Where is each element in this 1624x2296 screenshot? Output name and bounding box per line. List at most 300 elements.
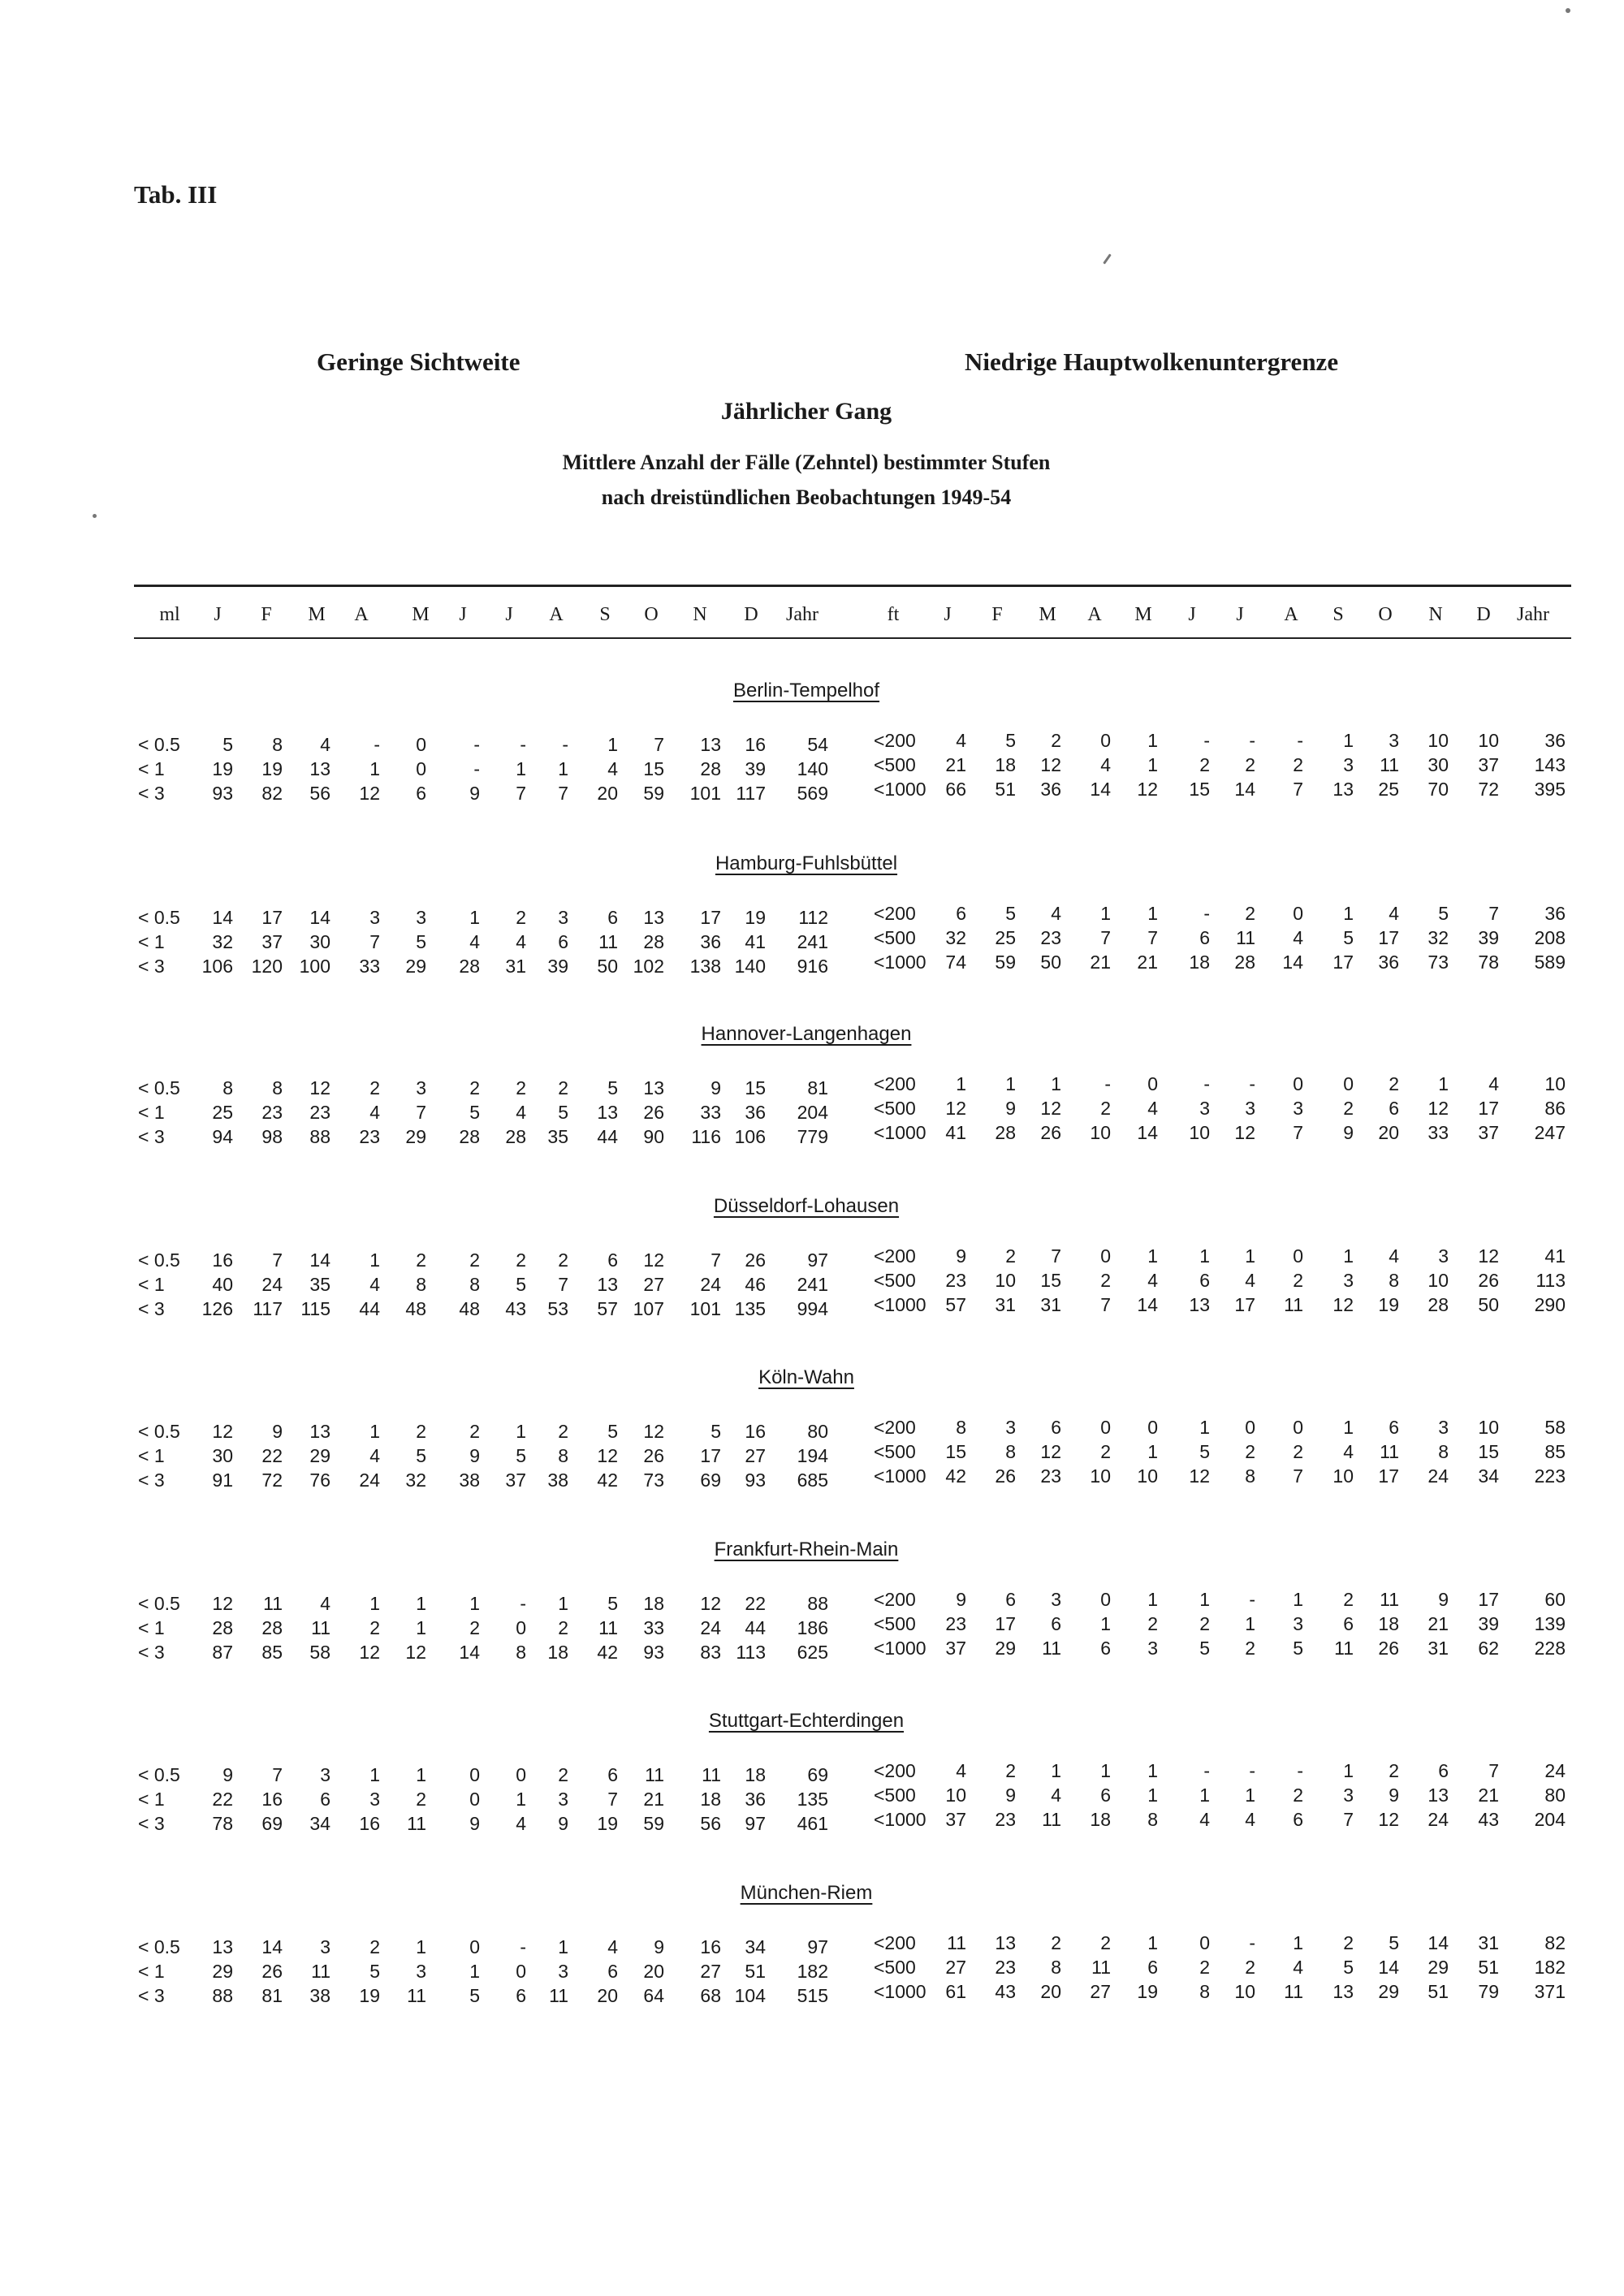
visibility-cell: 6 xyxy=(607,1961,618,1982)
visibility-cell: 24 xyxy=(700,1617,721,1638)
cloud-base-cell: 4 xyxy=(1245,1270,1255,1291)
visibility-cell: 5 xyxy=(607,1421,618,1442)
visibility-cell: 9 xyxy=(469,1813,480,1834)
visibility-cell: 120 xyxy=(251,956,283,977)
cloud-base-cell: 26 xyxy=(1040,1122,1061,1143)
column-header-right: J xyxy=(1236,604,1244,625)
cloud-base-cell: 15 xyxy=(945,1441,966,1462)
cloud-base-cell: 8 xyxy=(1389,1270,1399,1291)
visibility-cell: 88 xyxy=(212,1985,233,2006)
cloud-base-cell: - xyxy=(1203,903,1210,924)
column-header-left: Jahr xyxy=(786,604,818,625)
visibility-cell: 3 xyxy=(416,1077,426,1098)
cloud-base-cell: 0 xyxy=(1147,1417,1158,1438)
visibility-cell: 19 xyxy=(261,758,283,779)
cloud-base-cell: 12 xyxy=(1040,754,1061,775)
cloud-base-cell: 7 xyxy=(1488,903,1499,924)
visibility-cell: 33 xyxy=(643,1617,664,1638)
cloud-base-cell: 5 xyxy=(1199,1441,1210,1462)
cloud-base-threshold-label: <1000 xyxy=(874,1122,926,1143)
visibility-cell: 7 xyxy=(272,1249,283,1271)
visibility-cell: 13 xyxy=(700,734,721,755)
visibility-threshold-label: < 1 xyxy=(138,1102,165,1123)
visibility-cell: 140 xyxy=(797,758,828,779)
cloud-base-cell: 4 xyxy=(1100,754,1111,775)
cloud-base-cell: 4 xyxy=(1245,1809,1255,1830)
visibility-cell: 13 xyxy=(212,1936,233,1957)
cloud-base-cell: 12 xyxy=(1427,1098,1449,1119)
visibility-cell: 37 xyxy=(505,1470,526,1491)
column-header-right: A xyxy=(1284,604,1298,625)
station-name xyxy=(0,1195,1613,1218)
cloud-base-cell: 1 xyxy=(1199,1589,1210,1610)
visibility-cell: 85 xyxy=(261,1642,283,1663)
visibility-cell: 39 xyxy=(745,758,766,779)
visibility-cell: 5 xyxy=(469,1985,480,2006)
visibility-threshold-label: < 1 xyxy=(138,931,165,952)
visibility-cell: 28 xyxy=(643,931,664,952)
visibility-cell: 14 xyxy=(309,1249,330,1271)
cloud-base-cell: 58 xyxy=(1544,1417,1566,1438)
cloud-base-threshold-label: <200 xyxy=(874,1417,916,1438)
visibility-cell: 2 xyxy=(469,1421,480,1442)
cloud-base-cell: 24 xyxy=(1544,1760,1566,1781)
visibility-cell: 0 xyxy=(469,1936,480,1957)
table-top-rule xyxy=(134,585,1571,587)
cloud-base-cell: 2 xyxy=(1389,1760,1399,1781)
cloud-base-cell: 5 xyxy=(1343,1957,1354,1978)
table-header-rule xyxy=(134,637,1571,639)
visibility-cell: 107 xyxy=(633,1298,664,1319)
cloud-base-cell: 2 xyxy=(1245,1957,1255,1978)
visibility-cell: 1 xyxy=(516,1789,526,1810)
visibility-cell: 14 xyxy=(212,907,233,928)
visibility-cell: 117 xyxy=(253,1298,283,1319)
cloud-base-cell: 29 xyxy=(1378,1981,1399,2002)
visibility-cell: 461 xyxy=(797,1813,828,1834)
visibility-cell: 90 xyxy=(643,1126,664,1147)
cloud-base-cell: 11 xyxy=(1334,1638,1354,1659)
column-header-left: J xyxy=(505,604,513,625)
visibility-cell: 186 xyxy=(797,1617,828,1638)
visibility-cell: 7 xyxy=(516,783,526,804)
visibility-cell: 0 xyxy=(416,734,426,755)
cloud-base-cell: 5 xyxy=(1005,730,1016,751)
cloud-base-cell: 24 xyxy=(1427,1465,1449,1487)
cloud-base-cell: 9 xyxy=(956,1245,966,1267)
visibility-cell: 4 xyxy=(369,1445,380,1466)
cloud-base-cell: 1 xyxy=(1147,1760,1158,1781)
cloud-base-cell: 3 xyxy=(1343,1785,1354,1806)
visibility-cell: 41 xyxy=(745,931,766,952)
column-header-right: F xyxy=(991,604,1003,625)
cloud-base-cell: 0 xyxy=(1293,1245,1303,1267)
visibility-cell: 14 xyxy=(261,1936,283,1957)
cloud-base-cell: - xyxy=(1249,1932,1255,1953)
station-name-text: Berlin-Tempelhof xyxy=(732,680,880,701)
visibility-cell: 15 xyxy=(745,1077,766,1098)
visibility-cell: 38 xyxy=(309,1985,330,2006)
cloud-base-cell: 1 xyxy=(1147,1785,1158,1806)
cloud-base-cell: 41 xyxy=(945,1122,966,1143)
visibility-cell: - xyxy=(473,734,480,755)
visibility-cell: 5 xyxy=(416,931,426,952)
cloud-base-cell: 6 xyxy=(1199,1270,1210,1291)
cloud-base-cell: 2 xyxy=(1293,1441,1303,1462)
cloud-base-cell: 2 xyxy=(1051,1932,1061,1953)
column-header-right: ft xyxy=(887,604,900,625)
cloud-base-cell: 208 xyxy=(1534,927,1566,948)
visibility-cell: 11 xyxy=(311,1961,330,1982)
cloud-base-cell: 7 xyxy=(1147,927,1158,948)
cloud-base-cell: 247 xyxy=(1534,1122,1566,1143)
cloud-base-cell: - xyxy=(1203,1073,1210,1094)
cloud-base-cell: 11 xyxy=(1380,754,1399,775)
cloud-base-cell: 28 xyxy=(1427,1294,1449,1315)
visibility-threshold-label: < 3 xyxy=(138,1985,165,2006)
visibility-cell: 28 xyxy=(700,758,721,779)
visibility-cell: 5 xyxy=(558,1102,568,1123)
heading-center: Jährlicher Gang xyxy=(720,398,892,425)
cloud-base-cell: 1 xyxy=(1343,1417,1354,1438)
visibility-cell: 1 xyxy=(416,1936,426,1957)
visibility-threshold-label: < 0.5 xyxy=(138,734,180,755)
cloud-base-cell: 9 xyxy=(1438,1589,1449,1610)
visibility-cell: 4 xyxy=(516,1813,526,1834)
visibility-cell: 40 xyxy=(212,1274,233,1295)
cloud-base-cell: 371 xyxy=(1534,1981,1566,2002)
cloud-base-cell: 2 xyxy=(1199,754,1210,775)
cloud-base-cell: 2 xyxy=(1245,1638,1255,1659)
visibility-threshold-label: < 3 xyxy=(138,1126,165,1147)
visibility-cell: 0 xyxy=(416,758,426,779)
cloud-base-threshold-label: <1000 xyxy=(874,1809,926,1830)
cloud-base-cell: 21 xyxy=(1137,952,1158,973)
column-header-right: Jahr xyxy=(1517,604,1549,625)
visibility-threshold-label: < 1 xyxy=(138,1961,165,1982)
station-name-text: Düsseldorf-Lohausen xyxy=(713,1195,900,1217)
cloud-base-cell: 11 xyxy=(1042,1809,1061,1830)
cloud-base-threshold-label: <1000 xyxy=(874,1638,926,1659)
visibility-cell: 1 xyxy=(369,1593,380,1614)
cloud-base-cell: 82 xyxy=(1544,1932,1566,1953)
cloud-base-cell: 28 xyxy=(1234,952,1255,973)
visibility-cell: 102 xyxy=(633,956,664,977)
visibility-cell: 515 xyxy=(797,1985,828,2006)
visibility-cell: 50 xyxy=(597,956,618,977)
cloud-base-cell: - xyxy=(1249,1589,1255,1610)
cloud-base-cell: 25 xyxy=(1378,779,1399,800)
cloud-base-cell: 4 xyxy=(1051,903,1061,924)
visibility-cell: 2 xyxy=(516,907,526,928)
cloud-base-cell: 2 xyxy=(1343,1098,1354,1119)
cloud-base-cell: 0 xyxy=(1293,1417,1303,1438)
cloud-base-cell: 14 xyxy=(1378,1957,1399,1978)
column-header-left: J xyxy=(214,604,222,625)
cloud-base-cell: 19 xyxy=(1378,1294,1399,1315)
visibility-cell: 43 xyxy=(505,1298,526,1319)
cloud-base-cell: 8 xyxy=(1051,1957,1061,1978)
cloud-base-cell: 2 xyxy=(1245,903,1255,924)
visibility-cell: 916 xyxy=(797,956,828,977)
cloud-base-threshold-label: <200 xyxy=(874,730,916,751)
visibility-cell: 2 xyxy=(558,1764,568,1785)
visibility-cell: - xyxy=(473,758,480,779)
cloud-base-cell: 12 xyxy=(1478,1245,1499,1267)
visibility-cell: 48 xyxy=(459,1298,480,1319)
column-header-right: M xyxy=(1039,604,1056,625)
visibility-cell: 93 xyxy=(212,783,233,804)
cloud-base-cell: 5 xyxy=(1199,1638,1210,1659)
visibility-cell: 116 xyxy=(691,1126,721,1147)
cloud-base-cell: 7 xyxy=(1051,1245,1061,1267)
cloud-base-cell: 1 xyxy=(1147,1932,1158,1953)
visibility-cell: 6 xyxy=(607,907,618,928)
cloud-base-cell: 34 xyxy=(1478,1465,1499,1487)
visibility-cell: 88 xyxy=(807,1593,828,1614)
cloud-base-cell: 10 xyxy=(995,1270,1016,1291)
visibility-cell: 97 xyxy=(807,1936,828,1957)
visibility-cell: 19 xyxy=(745,907,766,928)
visibility-cell: 8 xyxy=(272,1077,283,1098)
cloud-base-cell: 23 xyxy=(1040,927,1061,948)
cloud-base-cell: 13 xyxy=(1332,1981,1354,2002)
cloud-base-cell: 290 xyxy=(1534,1294,1566,1315)
visibility-cell: 19 xyxy=(597,1813,618,1834)
cloud-base-cell: 6 xyxy=(1051,1613,1061,1634)
visibility-cell: 7 xyxy=(416,1102,426,1123)
visibility-cell: 14 xyxy=(309,907,330,928)
visibility-cell: 6 xyxy=(416,783,426,804)
cloud-base-cell: 15 xyxy=(1189,779,1210,800)
visibility-cell: 1 xyxy=(558,1593,568,1614)
visibility-cell: 14 xyxy=(459,1642,480,1663)
visibility-threshold-label: < 0.5 xyxy=(138,907,180,928)
cloud-base-cell: 23 xyxy=(1040,1465,1061,1487)
cloud-base-cell: 66 xyxy=(945,779,966,800)
visibility-cell: 204 xyxy=(797,1102,828,1123)
cloud-base-cell: 5 xyxy=(1389,1932,1399,1953)
visibility-cell: 5 xyxy=(516,1445,526,1466)
visibility-cell: 1 xyxy=(369,1421,380,1442)
visibility-threshold-label: < 0.5 xyxy=(138,1936,180,1957)
cloud-base-cell: 70 xyxy=(1427,779,1449,800)
cloud-base-cell: 9 xyxy=(1389,1785,1399,1806)
cloud-base-threshold-label: <200 xyxy=(874,1073,916,1094)
cloud-base-cell: 10 xyxy=(1427,1270,1449,1291)
visibility-cell: 1 xyxy=(416,1617,426,1638)
cloud-base-cell: 1 xyxy=(1343,730,1354,751)
visibility-cell: 101 xyxy=(689,783,721,804)
visibility-cell: 7 xyxy=(369,931,380,952)
cloud-base-cell: 1 xyxy=(1100,1760,1111,1781)
cloud-base-cell: 32 xyxy=(945,927,966,948)
cloud-base-cell: 1 xyxy=(1147,1441,1158,1462)
cloud-base-cell: 6 xyxy=(1438,1760,1449,1781)
cloud-base-cell: 5 xyxy=(1343,927,1354,948)
visibility-cell: 569 xyxy=(797,783,828,804)
visibility-cell: 4 xyxy=(516,931,526,952)
visibility-cell: 38 xyxy=(547,1470,568,1491)
visibility-cell: 8 xyxy=(469,1274,480,1295)
visibility-cell: 25 xyxy=(212,1102,233,1123)
cloud-base-cell: 1 xyxy=(1245,1613,1255,1634)
cloud-base-cell: 37 xyxy=(1478,1122,1499,1143)
cloud-base-cell: 0 xyxy=(1100,1589,1111,1610)
visibility-cell: 2 xyxy=(558,1421,568,1442)
visibility-cell: 241 xyxy=(797,931,828,952)
station-name xyxy=(0,1710,1613,1733)
visibility-cell: 1 xyxy=(558,758,568,779)
cloud-base-cell: 3 xyxy=(1438,1245,1449,1267)
visibility-cell: 135 xyxy=(797,1789,828,1810)
cloud-base-cell: 5 xyxy=(1438,903,1449,924)
visibility-cell: 625 xyxy=(797,1642,828,1663)
cloud-base-cell: 10 xyxy=(1332,1465,1354,1487)
cloud-base-cell: 1 xyxy=(1199,1785,1210,1806)
visibility-cell: 8 xyxy=(272,734,283,755)
cloud-base-threshold-label: <200 xyxy=(874,1932,916,1953)
cloud-base-cell: 60 xyxy=(1544,1589,1566,1610)
cloud-base-cell: 4 xyxy=(1389,1245,1399,1267)
cloud-base-cell: 6 xyxy=(1100,1638,1111,1659)
cloud-base-cell: 10 xyxy=(1234,1981,1255,2002)
cloud-base-cell: 3 xyxy=(1051,1589,1061,1610)
cloud-base-cell: 2 xyxy=(1389,1073,1399,1094)
visibility-cell: 12 xyxy=(309,1077,330,1098)
visibility-threshold-label: < 3 xyxy=(138,1813,165,1834)
cloud-base-cell: 4 xyxy=(1343,1441,1354,1462)
visibility-cell: 38 xyxy=(459,1470,480,1491)
cloud-base-threshold-label: <500 xyxy=(874,1098,916,1119)
visibility-cell: 81 xyxy=(807,1077,828,1098)
cloud-base-cell: 17 xyxy=(1478,1098,1499,1119)
cloud-base-cell: 10 xyxy=(1137,1465,1158,1487)
cloud-base-cell: 12 xyxy=(1332,1294,1354,1315)
cloud-base-cell: 37 xyxy=(945,1809,966,1830)
visibility-cell: 51 xyxy=(745,1961,766,1982)
cloud-base-cell: 24 xyxy=(1427,1809,1449,1830)
column-header-left: J xyxy=(459,604,467,625)
cloud-base-threshold-label: <200 xyxy=(874,903,916,924)
cloud-base-cell: 6 xyxy=(1051,1417,1061,1438)
cloud-base-cell: 12 xyxy=(1378,1809,1399,1830)
cloud-base-cell: 1 xyxy=(1343,903,1354,924)
visibility-cell: 11 xyxy=(407,1985,426,2006)
cloud-base-cell: 4 xyxy=(1293,927,1303,948)
visibility-threshold-label: < 1 xyxy=(138,1274,165,1295)
visibility-cell: 18 xyxy=(643,1593,664,1614)
cloud-base-cell: 2 xyxy=(1293,1270,1303,1291)
visibility-cell: 100 xyxy=(299,956,330,977)
visibility-cell: 29 xyxy=(405,1126,426,1147)
visibility-cell: 28 xyxy=(459,956,480,977)
cloud-base-cell: 13 xyxy=(1427,1785,1449,1806)
cloud-base-threshold-label: <1000 xyxy=(874,952,926,973)
visibility-cell: 82 xyxy=(261,783,283,804)
cloud-base-cell: 37 xyxy=(1478,754,1499,775)
cloud-base-cell: 1 xyxy=(1199,1245,1210,1267)
visibility-cell: 57 xyxy=(597,1298,618,1319)
cloud-base-cell: 2 xyxy=(1245,754,1255,775)
column-header-left: M xyxy=(412,604,430,625)
cloud-base-cell: 11 xyxy=(1284,1981,1303,2002)
cloud-base-cell: 4 xyxy=(956,730,966,751)
visibility-cell: 4 xyxy=(607,1936,618,1957)
cloud-base-cell: 4 xyxy=(1051,1785,1061,1806)
cloud-base-threshold-label: <1000 xyxy=(874,1465,926,1487)
visibility-cell: 20 xyxy=(597,1985,618,2006)
cloud-base-cell: 10 xyxy=(945,1785,966,1806)
visibility-cell: 56 xyxy=(309,783,330,804)
visibility-cell: 33 xyxy=(359,956,380,977)
cloud-base-cell: 6 xyxy=(1293,1809,1303,1830)
visibility-cell: - xyxy=(520,1593,526,1614)
visibility-cell: 13 xyxy=(597,1102,618,1123)
cloud-base-cell: 7 xyxy=(1293,779,1303,800)
cloud-base-cell: - xyxy=(1249,1760,1255,1781)
visibility-cell: 33 xyxy=(700,1102,721,1123)
cloud-base-threshold-label: <500 xyxy=(874,1270,916,1291)
visibility-cell: - xyxy=(374,734,380,755)
cloud-base-cell: 2 xyxy=(1100,1441,1111,1462)
cloud-base-cell: 1 xyxy=(1100,903,1111,924)
visibility-cell: 4 xyxy=(369,1102,380,1123)
cloud-base-cell: 1 xyxy=(1245,1245,1255,1267)
visibility-cell: 3 xyxy=(416,1961,426,1982)
cloud-base-cell: 14 xyxy=(1137,1122,1158,1143)
visibility-cell: 2 xyxy=(516,1077,526,1098)
visibility-cell: 12 xyxy=(405,1642,426,1663)
visibility-cell: 1 xyxy=(558,1936,568,1957)
visibility-cell: 11 xyxy=(549,1985,568,2006)
heading-right: Niedrige Hauptwolkenuntergrenze xyxy=(965,347,1339,376)
cloud-base-cell: 12 xyxy=(1234,1122,1255,1143)
cloud-base-cell: 4 xyxy=(1147,1098,1158,1119)
visibility-cell: 97 xyxy=(745,1813,766,1834)
visibility-cell: 11 xyxy=(311,1617,330,1638)
cloud-base-cell: 3 xyxy=(1245,1098,1255,1119)
visibility-cell: 1 xyxy=(469,907,480,928)
cloud-base-cell: 72 xyxy=(1478,779,1499,800)
visibility-cell: 779 xyxy=(797,1126,828,1147)
cloud-base-cell: 7 xyxy=(1100,1294,1111,1315)
cloud-base-threshold-label: <1000 xyxy=(874,779,926,800)
station-name xyxy=(0,680,1613,702)
cloud-base-threshold-label: <200 xyxy=(874,1589,916,1610)
station-name xyxy=(0,1366,1613,1389)
cloud-base-cell: 14 xyxy=(1234,779,1255,800)
visibility-cell: 59 xyxy=(643,783,664,804)
table-label: Tab. III xyxy=(134,180,218,209)
visibility-cell: 35 xyxy=(547,1126,568,1147)
column-header-right: S xyxy=(1332,604,1344,625)
visibility-cell: 3 xyxy=(320,1936,330,1957)
visibility-cell: 1 xyxy=(369,1764,380,1785)
visibility-cell: 11 xyxy=(263,1593,283,1614)
visibility-cell: 140 xyxy=(734,956,766,977)
cloud-base-cell: 8 xyxy=(1147,1809,1158,1830)
visibility-cell: 7 xyxy=(558,1274,568,1295)
visibility-cell: 28 xyxy=(459,1126,480,1147)
cloud-base-cell: 8 xyxy=(1245,1465,1255,1487)
visibility-cell: 5 xyxy=(516,1274,526,1295)
visibility-cell: 1 xyxy=(369,758,380,779)
cloud-base-cell: 17 xyxy=(995,1613,1016,1634)
visibility-cell: 69 xyxy=(261,1813,283,1834)
visibility-cell: 18 xyxy=(700,1789,721,1810)
visibility-cell: 2 xyxy=(369,1077,380,1098)
